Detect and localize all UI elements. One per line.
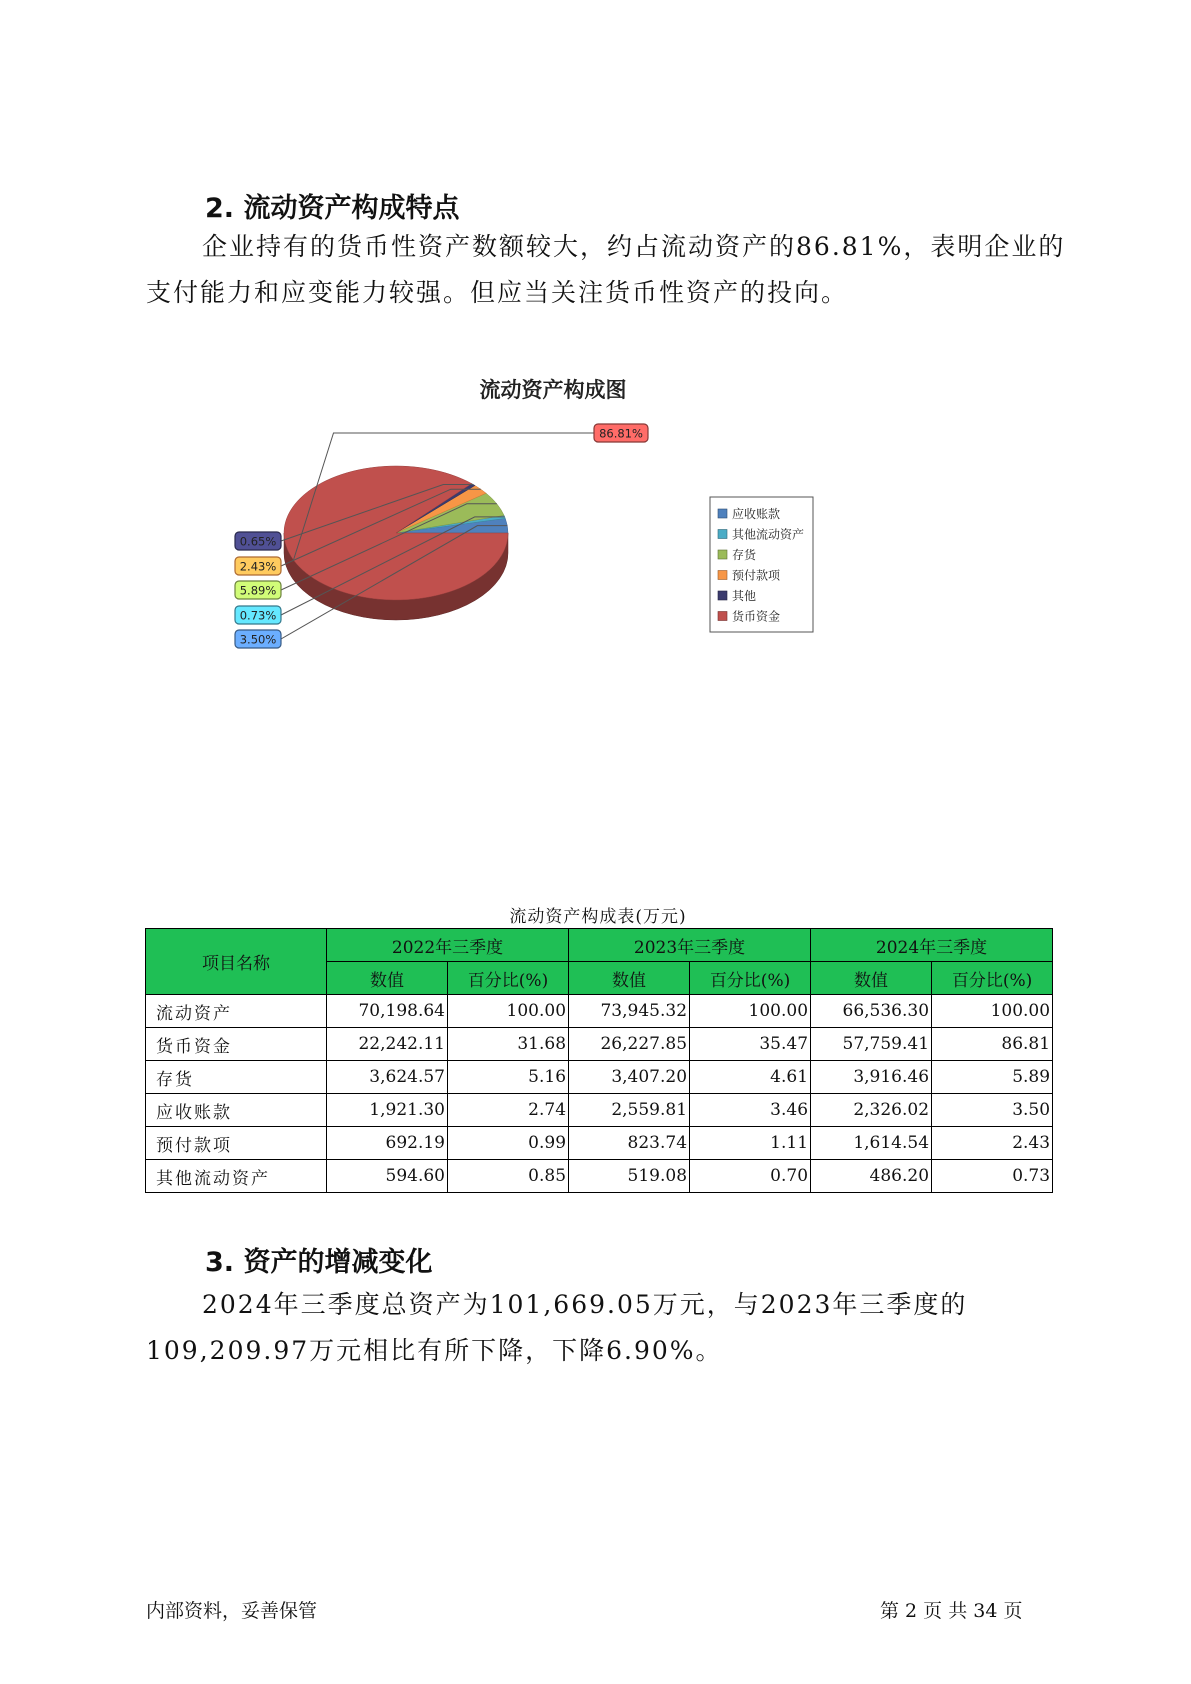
legend-swatch-e9a284e4bb98e6acbee9a1b9 — [718, 571, 727, 580]
table-header-row — [146, 929, 1053, 962]
callout-e585b6e4bb96 — [235, 532, 281, 550]
cell-value: 2,326.02 — [811, 1094, 932, 1127]
section-heading-2: 2. 流动资产构成特点 — [205, 193, 460, 224]
pie-chart-svg — [200, 365, 840, 705]
callout-e9a284e4bb98e6acbee9a1b9 — [235, 557, 281, 575]
cell-percent: 35.47 — [690, 1028, 811, 1061]
legend-label-e585b6e4bb96e6b581e58aa8e8b584e4baa7: 其他流动资产 — [732, 527, 805, 542]
cell-value: 1,921.30 — [327, 1094, 448, 1127]
callout-e585b6e4bb96e6b581e58aa8e8b584e4baa7 — [235, 606, 281, 624]
cell-value: 692.19 — [327, 1127, 448, 1160]
cell-percent: 100.00 — [690, 995, 811, 1028]
cell-value: 66,536.30 — [811, 995, 932, 1028]
footer-note: 内部资料，妥善保管 — [146, 1600, 318, 1622]
table-caption: 流动资产构成表(万元) — [509, 907, 687, 927]
header-period-2024: 2024年三季度 — [811, 929, 1053, 962]
table-row — [146, 1094, 1053, 1127]
data-label: 86.81% — [599, 426, 643, 441]
legend-label-e585b6e4bb96: 其他 — [732, 589, 757, 603]
cell-percent: 0.73 — [932, 1160, 1053, 1193]
cell-value: 1,614.54 — [811, 1127, 932, 1160]
subheader-value: 数值 — [327, 962, 448, 995]
legend-swatch-e8b4a7e5b881e8b584e98791 — [718, 612, 727, 621]
subheader-value: 数值 — [811, 962, 932, 995]
data-label: 3.50% — [239, 632, 277, 647]
chart-title: 流动资产构成图 — [479, 378, 627, 402]
section-paragraph-2: 企业持有的货币性资产数额较大，约占流动资产的86.81%，表明企业的支付能力和应变能力较强。但应当关注货币性资产的投向。 — [146, 232, 1066, 307]
data-label: 2.43% — [239, 559, 277, 574]
callout-e5ba94e694b6e8b4a6e6acbe — [235, 630, 281, 648]
cell-value: 486.20 — [811, 1160, 932, 1193]
row-name: 流动资产 — [146, 995, 327, 1028]
legend-label-e8b4a7e5b881e8b584e98791: 货币资金 — [732, 609, 781, 624]
table-row — [146, 1061, 1053, 1094]
cell-value: 3,624.57 — [327, 1061, 448, 1094]
cell-value: 519.08 — [569, 1160, 690, 1193]
cell-percent: 5.16 — [448, 1061, 569, 1094]
subheader-value: 数值 — [569, 962, 690, 995]
cell-value: 73,945.32 — [569, 995, 690, 1028]
row-name: 其他流动资产 — [146, 1160, 327, 1193]
cell-percent: 1.11 — [690, 1127, 811, 1160]
table-row — [146, 995, 1053, 1028]
data-label: 0.65% — [239, 534, 277, 549]
legend-label-e5ad98e8b4a7: 存货 — [732, 548, 757, 562]
cell-value: 26,227.85 — [569, 1028, 690, 1061]
legend-swatch-e585b6e4bb96 — [718, 591, 727, 600]
data-label: 5.89% — [239, 583, 277, 598]
cell-percent: 31.68 — [448, 1028, 569, 1061]
cell-value: 594.60 — [327, 1160, 448, 1193]
cell-percent: 3.46 — [690, 1094, 811, 1127]
header-period-2023: 2023年三季度 — [569, 929, 811, 962]
legend-label-e9a284e4bb98e6acbee9a1b9: 预付款项 — [732, 568, 781, 583]
cell-percent: 100.00 — [448, 995, 569, 1028]
legend-swatch-e585b6e4bb96e6b581e58aa8e8b584e4baa7 — [718, 530, 727, 539]
cell-percent: 5.89 — [932, 1061, 1053, 1094]
subheader-percent: 百分比(%) — [690, 962, 811, 995]
data-label: 0.73% — [239, 608, 277, 623]
cell-percent: 0.85 — [448, 1160, 569, 1193]
header-period-2022: 2022年三季度 — [327, 929, 569, 962]
callout-e8b4a7e5b881e8b584e98791 — [594, 424, 648, 442]
callout-e5ad98e8b4a7 — [235, 581, 281, 599]
cell-percent: 100.00 — [932, 995, 1053, 1028]
cell-percent: 2.74 — [448, 1094, 569, 1127]
section-paragraph-3: 2024年三季度总资产为101,669.05万元，与2023年三季度的109,209.97万元相比有所下降，下降6.90%。 — [146, 1290, 968, 1365]
current-assets-pie-chart — [200, 365, 840, 705]
cell-percent: 0.99 — [448, 1127, 569, 1160]
table-row — [146, 1160, 1053, 1193]
header-item-name: 项目名称 — [146, 929, 327, 995]
table-row — [146, 1127, 1053, 1160]
table-row — [146, 1028, 1053, 1061]
cell-percent: 3.50 — [932, 1094, 1053, 1127]
cell-value: 57,759.41 — [811, 1028, 932, 1061]
subheader-percent: 百分比(%) — [932, 962, 1053, 995]
cell-value: 3,407.20 — [569, 1061, 690, 1094]
cell-value: 3,916.46 — [811, 1061, 932, 1094]
row-name: 货币资金 — [146, 1028, 327, 1061]
cell-percent: 0.70 — [690, 1160, 811, 1193]
legend-label-e5ba94e694b6e8b4a6e6acbe: 应收账款 — [732, 507, 781, 521]
cell-value: 22,242.11 — [327, 1028, 448, 1061]
cell-percent: 86.81 — [932, 1028, 1053, 1061]
legend-swatch-e5ad98e8b4a7 — [718, 550, 727, 559]
legend-swatch-e5ba94e694b6e8b4a6e6acbe — [718, 509, 727, 518]
cell-percent: 2.43 — [932, 1127, 1053, 1160]
row-name: 应收账款 — [146, 1094, 327, 1127]
cell-value: 823.74 — [569, 1127, 690, 1160]
row-name: 预付款项 — [146, 1127, 327, 1160]
page-number: 第 2 页 共 34 页 — [880, 1600, 1023, 1622]
section-heading-3: 3. 资产的增减变化 — [205, 1247, 433, 1278]
cell-percent: 4.61 — [690, 1061, 811, 1094]
current-assets-table — [145, 928, 1053, 1193]
chart-legend — [710, 497, 813, 632]
row-name: 存货 — [146, 1061, 327, 1094]
subheader-percent: 百分比(%) — [448, 962, 569, 995]
cell-value: 70,198.64 — [327, 995, 448, 1028]
cell-value: 2,559.81 — [569, 1094, 690, 1127]
